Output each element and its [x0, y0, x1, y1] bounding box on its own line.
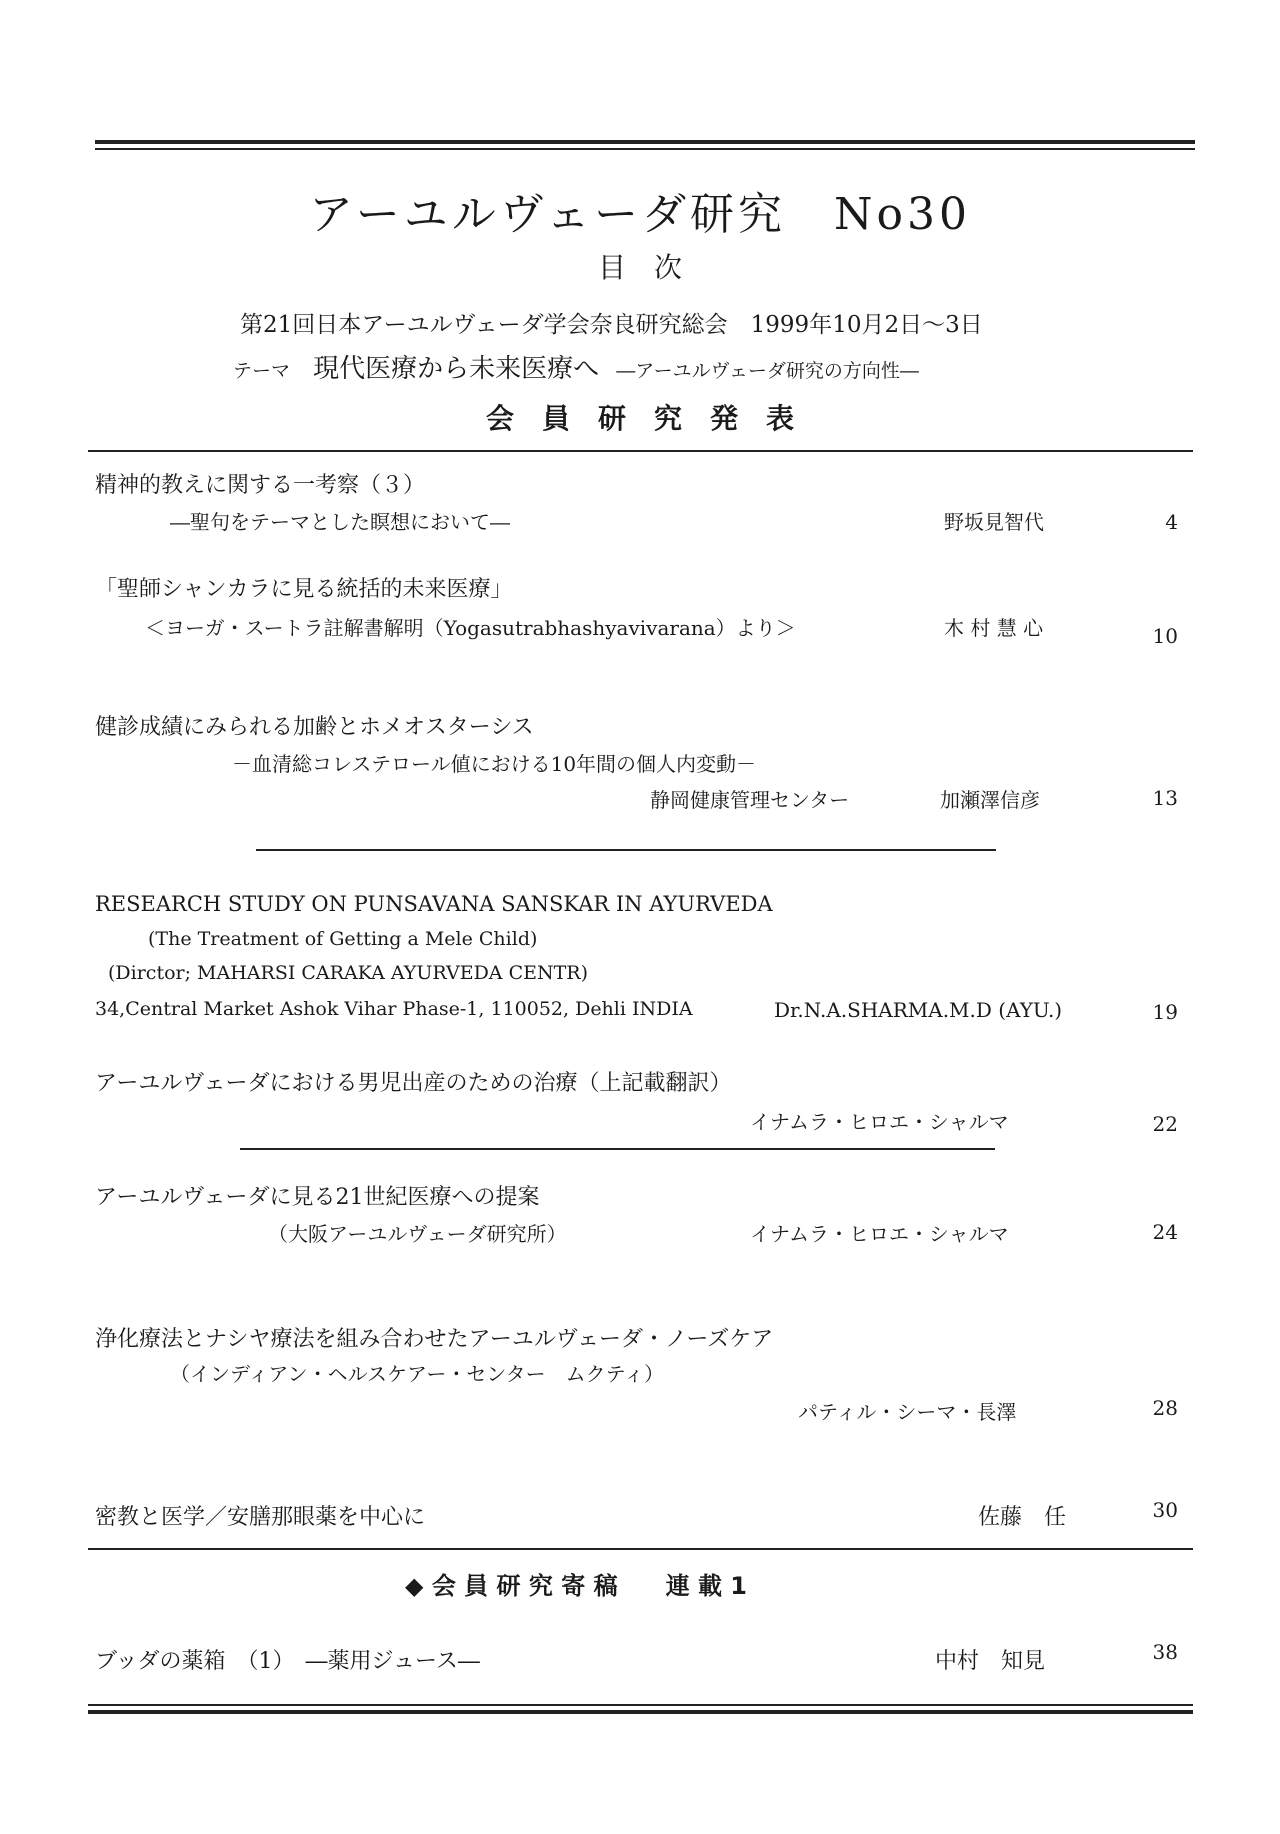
section-member-heading: 会 員 研 究 発 表 [485, 402, 794, 435]
entry-subtitle: ―聖句をテーマとした瞑想において― [170, 510, 510, 534]
toc-label: 目 次 [597, 251, 682, 284]
entry-subtitle: （大阪アーユルヴェーダ研究所） [268, 1222, 567, 1246]
serial-section-heading: ◆ 会 員 研 究 寄 稿 連 載 1 [405, 1572, 747, 1600]
entry-page: 4 [1165, 510, 1178, 534]
entry-page: 13 [1152, 786, 1178, 810]
entry-author: 野坂見智代 [944, 510, 1044, 534]
entry-subtitle: －血清総コレステロール値における10年間の個人内変動－ [232, 752, 757, 776]
bottom-rule-thin [88, 1704, 1193, 1706]
theme-label: テーマ [233, 360, 291, 382]
entry-page: 30 [1152, 1498, 1178, 1522]
entry-title: アーユルヴェーダにおける男児出産のための治療（上記載翻訳） [95, 1071, 732, 1096]
entry-title: 精神的教えに関する一考察（３） [95, 473, 426, 498]
journal-title: アーユルヴェーダ研究 No30 [309, 189, 971, 240]
entry-author: 加瀬澤信彦 [940, 788, 1040, 812]
entry-page: 22 [1152, 1112, 1178, 1136]
entry-title: RESEARCH STUDY ON PUNSAVANA SANSKAR IN AYURVEDA [95, 892, 773, 916]
section-rule [88, 450, 1193, 452]
serial-title: ブッダの薬箱 （1） ―薬用ジュース― [95, 1649, 480, 1674]
divider-rule [240, 1148, 995, 1150]
section-rule [88, 1548, 1193, 1550]
theme-line [233, 348, 919, 385]
entry-subtitle: ＜ヨーガ・スートラ註解書解明（Yogasutrabhashyavivarana）より＞ [145, 616, 796, 640]
entry-page: 10 [1152, 624, 1178, 648]
entry-title: 「聖師シャンカラに見る統括的未来医療」 [95, 577, 513, 602]
entry-address: 34,Central Market Ashok Vihar Phase-1, 110052, Dehli INDIA [95, 998, 693, 1020]
entry-page: 24 [1152, 1220, 1178, 1244]
entry-author: Dr.N.A.SHARMA.M.D (AYU.) [774, 998, 1063, 1022]
theme-main: 現代医療から未来医療へ [313, 354, 600, 384]
entry-subtitle: （インディアン・ヘルスケアー・センター ムクティ） [170, 1362, 664, 1386]
entry-line: (The Treatment of Getting a Mele Child) [148, 928, 538, 950]
theme-sub: ―アーユルヴェーダ研究の方向性― [616, 360, 919, 382]
entry-author: 木 村 慧 心 [944, 616, 1044, 640]
bottom-rule-thick [88, 1710, 1193, 1714]
conference-line: 第21回日本アーユルヴェーダ学会奈良研究総会 1999年10月2日～3日 [240, 312, 983, 338]
divider-rule [256, 849, 996, 851]
entry-author: 佐藤 任 [978, 1505, 1067, 1530]
entry-title: 浄化療法とナシヤ療法を組み合わせたアーユルヴェーダ・ノーズケア [95, 1327, 774, 1352]
entry-page: 28 [1152, 1396, 1178, 1420]
top-rule-thin [95, 148, 1195, 150]
entry-line: (Dirctor; MAHARSI CARAKA AYURVEDA CENTR) [108, 962, 588, 984]
entry-title: 健診成績にみられる加齢とホメオスターシス [95, 715, 534, 740]
serial-page: 38 [1152, 1640, 1178, 1664]
entry-author: イナムラ・ヒロエ・シャルマ [750, 1222, 1009, 1246]
entry-title: 密教と医学／安膳那眼薬を中心に [95, 1505, 426, 1530]
entry-author: イナムラ・ヒロエ・シャルマ [750, 1110, 1009, 1134]
entry-affiliation: 静岡健康管理センター [650, 788, 850, 812]
entry-title: アーユルヴェーダに見る21世紀医療への提案 [95, 1185, 540, 1210]
top-rule-thick [95, 140, 1195, 144]
serial-author: 中村 知見 [935, 1649, 1046, 1674]
entry-page: 19 [1152, 1000, 1178, 1024]
entry-author: パティル・シーマ・長澤 [798, 1400, 1017, 1424]
